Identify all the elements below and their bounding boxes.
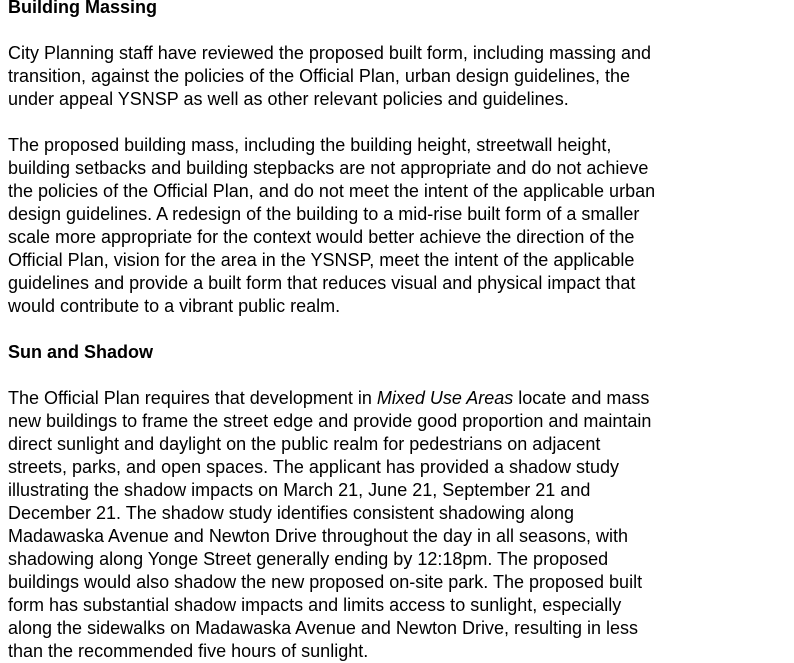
text-line: under appeal YSNSP as well as other relevant policies and guidelines. xyxy=(8,89,569,109)
text-line: guidelines and provide a built form that reduces visual and physical impact that xyxy=(8,273,636,293)
text-line: shadowing along Yonge Street generally ending by 12:18pm. The proposed xyxy=(8,549,609,569)
text-line: design guidelines. A redesign of the building to a mid-rise built form of a smaller xyxy=(8,204,640,224)
text-line: Official Plan, vision for the area in the YSNSP, meet the intent of the applicable xyxy=(8,250,635,270)
text-run: The Official Plan requires that development in xyxy=(8,388,377,408)
text-line: new buildings to frame the street edge and provide good proportion and maintain xyxy=(8,411,652,431)
paragraph-shadow-study xyxy=(8,387,790,663)
text-line: the policies of the Official Plan, and do not meet the intent of the applicable urban xyxy=(8,181,656,201)
text-line: building setbacks and building stepbacks are not appropriate and do not achieve xyxy=(8,158,649,178)
heading-building-massing: Building Massing xyxy=(8,0,158,17)
text-line: along the sidewalks on Madawaska Avenue and Newton Drive, resulting in less xyxy=(8,618,639,638)
text-line: direct sunlight and daylight on the public realm for pedestrians on adjacent xyxy=(8,434,601,454)
text-run: locate and mass xyxy=(513,388,650,408)
text-line: Madawaska Avenue and Newton Drive throughout the day in all seasons, with xyxy=(8,526,629,546)
paragraph-gap xyxy=(8,19,790,42)
text-line: would contribute to a vibrant public realm. xyxy=(8,296,341,316)
text-line xyxy=(8,387,790,410)
text-line: transition, against the policies of the Official Plan, urban design guidelines, the xyxy=(8,66,631,86)
text-line: form has substantial shadow impacts and limits access to sunlight, especially xyxy=(8,595,622,615)
text-line: than the recommended five hours of sunlight. xyxy=(8,641,369,661)
paragraph-gap xyxy=(8,111,790,134)
text-line: illustrating the shadow impacts on March 21, June 21, September 21 and xyxy=(8,480,591,500)
paragraph-gap xyxy=(8,318,790,341)
heading-sun-and-shadow: Sun and Shadow xyxy=(8,342,154,362)
paragraph-massing-review xyxy=(8,42,790,111)
paragraph-gap xyxy=(8,364,790,387)
text-line: scale more appropriate for the context would better achieve the direction of the xyxy=(8,227,635,247)
paragraph-massing-assessment xyxy=(8,134,790,318)
text-line: buildings would also shadow the new proposed on-site park. The proposed built xyxy=(8,572,643,592)
text-line: December 21. The shadow study identifies consistent shadowing along xyxy=(8,503,575,523)
emphasis-mixed-use-areas: Mixed Use Areas xyxy=(376,388,514,408)
text-line: The proposed building mass, including the building height, streetwall height, xyxy=(8,135,612,155)
text-line: streets, parks, and open spaces. The applicant has provided a shadow study xyxy=(8,457,620,477)
document-page xyxy=(8,0,790,663)
text-line: City Planning staff have reviewed the proposed built form, including massing and xyxy=(8,43,652,63)
